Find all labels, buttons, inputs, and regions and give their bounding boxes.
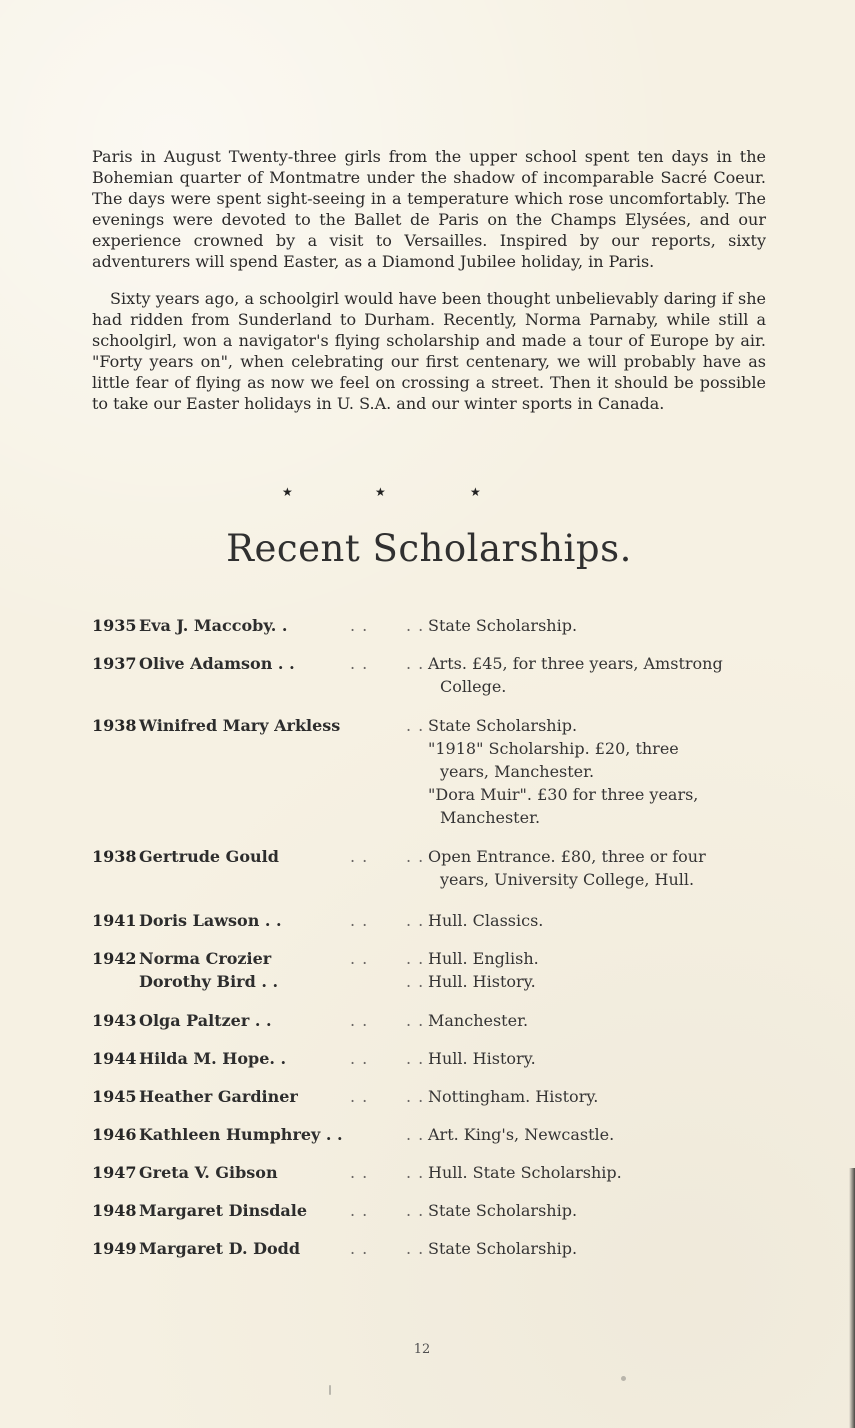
scholarship-detail-line: Hull. History. [428,1049,536,1068]
scholarship-year: 1947 [92,1163,137,1182]
leader-dots: . . [350,654,369,673]
scholarship-detail-line: Hull. History. [428,972,536,991]
section-divider [92,485,766,505]
scholarship-detail-line: Open Entrance. £80, three or four [428,847,706,866]
leader-dots: . . [406,654,425,673]
leader-dots: . . [350,949,369,968]
star-icon: ★ [375,485,386,499]
scholarship-details [428,1123,766,1146]
scholarship-row [92,652,766,714]
scholarship-year: 1944 [92,1049,137,1068]
paris-paragraph: Paris in August Twenty-three girls from the upper school spent ten days in the Bohemian quarter of Montmatre under the shadow of incomparable Sacré Coeur. The days were spent sight-seeing in a temperature which rose uncomfortably. The evenings were devoted to the Ballet de Paris on the Champs Elysées, and our experience crowned by a visit to Versailles. Inspired by our reports, sixty adventurers will spend Easter, as a Diamond Jubilee holiday, in Paris. [92,147,766,271]
scholarship-detail-line: Nottingham. History. [428,1087,599,1106]
star-icon: ★ [282,485,293,499]
leader-dots: . . [350,1239,369,1258]
scholarship-row [92,1085,766,1123]
leader-dots: . . [350,847,369,866]
scholar-name: Margaret D. Dodd [139,1239,300,1258]
paper-mark-icon [329,1385,331,1395]
scholarship-year: 1942 [92,949,137,968]
scholarship-detail-line: Manchester. [440,808,541,827]
scholarship-list [92,614,766,1275]
scholarship-row [92,1237,766,1275]
leader-dots: . . [406,972,425,991]
scholar-name: Doris Lawson . . [139,911,282,930]
scholarship-year: 1945 [92,1087,137,1106]
scholarship-detail-line: years, Manchester. [440,762,595,781]
scholar-name: Eva J. Maccoby. . [139,616,288,635]
scholar-name: Dorothy Bird . . [139,972,279,991]
scholarship-detail-line: Hull. Classics. [428,911,544,930]
leader-dots: . . [406,1049,425,1068]
scholarship-year: 1938 [92,847,137,866]
scholarship-details [428,1161,766,1184]
leader-dots: . . [350,1201,369,1220]
scholar-name: Winifred Mary Arkless [139,716,341,735]
scholarship-detail-line: Hull. English. [428,949,539,968]
scholarship-detail-line: "1918" Scholarship. £20, three [428,739,679,758]
leader-dots: . . [406,1239,425,1258]
flying-paragraph: Sixty years ago, a schoolgirl would have been thought unbelievably daring if she had ridden from Sunderland to Durham. Recently, Norma Parnaby, while still a schoolgirl, won a navigator's flying scholarship and made a tour of Europe by air. "Forty years on", when celebrating our first centenary, we will probably have as little fear of flying as now we feel on crossing a street. Then it should be possible to take our Easter holidays in U. S.A. and our winter sports in Canada. [92,289,766,413]
scholarship-details [428,1237,766,1260]
scholar-name: Hilda M. Hope. . [139,1049,287,1068]
page-content [92,146,766,1258]
scholar-name: Greta V. Gibson [139,1163,278,1182]
page-edge-shadow [849,1168,855,1428]
leader-dots: . . [406,1087,425,1106]
scholarship-row [92,1047,766,1085]
scholarship-details [428,909,766,932]
leader-dots: . . [406,949,425,968]
scholarship-detail-line: State Scholarship. [428,616,578,635]
scholarship-row [92,909,766,947]
leader-dots: . . [350,616,369,635]
scholarship-details [428,1199,766,1222]
leader-dots: . . [350,1087,369,1106]
scholarship-detail-line: College. [440,677,507,696]
scholarship-row [92,1123,766,1161]
scholarship-row [92,845,766,909]
scholarship-detail-line: Hull. State Scholarship. [428,1163,622,1182]
scholarship-details [428,1009,766,1032]
leader-dots: . . [350,1011,369,1030]
leader-dots: . . [350,1163,369,1182]
scholarship-details [428,714,766,829]
scholarship-detail-line: State Scholarship. [428,1201,578,1220]
leader-dots: . . [406,911,425,930]
leader-dots: . . [406,847,425,866]
scholarship-detail-line: Arts. £45, for three years, Amstrong [428,654,723,673]
scholarship-details [428,947,766,993]
scholarship-row [92,1009,766,1047]
scholarship-details [428,1047,766,1070]
section-title: Recent Scholarships. [226,527,632,570]
scholarship-row [92,714,766,845]
scholarship-year: 1949 [92,1239,137,1258]
leader-dots: . . [406,616,425,635]
leader-dots: . . [406,716,425,735]
leader-dots: . . [406,1163,425,1182]
scholarship-year: 1948 [92,1201,137,1220]
page-number: 12 [413,1342,431,1357]
scholarship-row [92,1199,766,1237]
scholarship-detail-line: years, University College, Hull. [440,870,695,889]
scholarship-details [428,845,766,891]
scholarship-year: 1943 [92,1011,137,1030]
leader-dots: . . [406,1125,425,1144]
scholarship-detail-line: State Scholarship. [428,1239,578,1258]
scholarship-detail-line: Manchester. [428,1011,529,1030]
scholar-name: Margaret Dinsdale [139,1201,308,1220]
scholarship-year: 1935 [92,616,137,635]
leader-dots: . . [350,911,369,930]
scholarship-year: 1938 [92,716,137,735]
scholar-name: Norma Crozier [139,949,272,968]
scholarship-details [428,652,766,698]
scholarship-row [92,1161,766,1199]
leader-dots: . . [350,1049,369,1068]
star-icon: ★ [470,485,481,499]
leader-dots: . . [406,1201,425,1220]
scholar-name: Heather Gardiner [139,1087,298,1106]
scholarship-year: 1941 [92,911,137,930]
leader-dots: . . [406,1011,425,1030]
scholar-name: Olga Paltzer . . [139,1011,272,1030]
scholar-name: Olive Adamson . . [139,654,295,673]
scholarship-detail-line: State Scholarship. [428,716,578,735]
scholarship-year: 1937 [92,654,137,673]
scholarship-detail-line: Art. King's, Newcastle. [428,1125,615,1144]
scholarship-row [92,947,766,1009]
scholarship-detail-line: "Dora Muir". £30 for three years, [428,785,699,804]
scholarship-row [92,614,766,652]
scholarship-year: 1946 [92,1125,137,1144]
scholarship-details [428,1085,766,1108]
scholar-name: Gertrude Gould [139,847,279,866]
scholarship-details [428,614,766,637]
paper-speck-icon [621,1376,626,1381]
scholar-name: Kathleen Humphrey . . [139,1125,343,1144]
